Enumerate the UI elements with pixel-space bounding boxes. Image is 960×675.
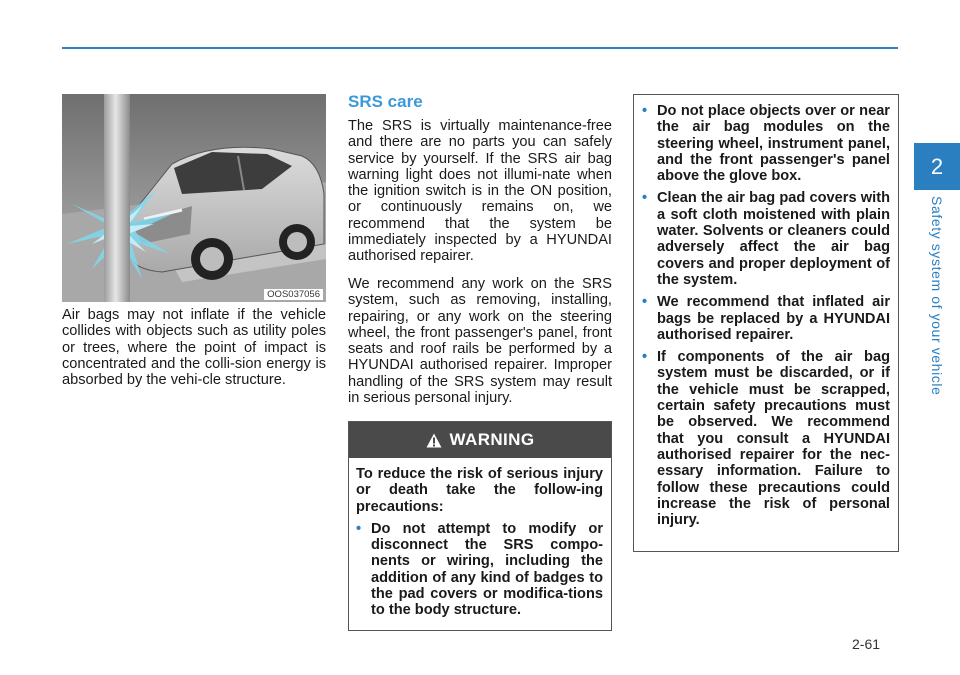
- page-number: 2-61: [852, 636, 881, 652]
- precaution-text: Clean the air bag pad covers with a soft cloth moistened with plain water. Solvents or cleaners could adversely affect the air bag covers and proper deployment of the system.: [657, 190, 890, 288]
- warning-header: [349, 422, 611, 458]
- precaution-bullet-3: [642, 294, 890, 343]
- precaution-text: Do not place objects over or near the air bag modules on the steering wheel, instrument panel, and the front passenger's panel above the glove box.: [657, 103, 890, 185]
- chapter-title: Safety system of your vehicle: [929, 196, 945, 396]
- section-heading: SRS care: [348, 92, 423, 111]
- warning-triangle-icon: [426, 433, 442, 448]
- illustration-graphic: [62, 94, 326, 302]
- precaution-bullet-4: [642, 349, 890, 528]
- warning-intro: To reduce the risk of serious injury or death take the follow-ing precautions:: [356, 466, 603, 515]
- warning-box: [348, 421, 612, 631]
- warning-content: [349, 458, 611, 619]
- bullet-icon: •: [642, 349, 648, 366]
- warning-continued-box: [633, 94, 899, 552]
- chapter-tab[interactable]: [914, 143, 960, 190]
- illustration-car-pole-collision: [62, 94, 326, 302]
- warning-bullet: [356, 521, 603, 619]
- collision-note: Air bags may not inflate if the vehicle collides with objects such as utility poles or trees, where the point of impact is concentrated and the colli-sion energy is absorbed by the vehi-cle structure.: [62, 307, 326, 389]
- precaution-bullet-2: [642, 190, 890, 288]
- srs-care-paragraph-1: The SRS is virtually maintenance-free and there are no parts you can safely service by yourself. If the SRS air bag warning light does not illumi-nate when the ignition switch is in the ON position, or continuously remains on, we recommend that the system be immediately inspected by a HYUNDAI authorised repairer.: [348, 118, 612, 265]
- bullet-icon: •: [642, 294, 648, 311]
- warning-label: WARNING: [449, 430, 535, 449]
- warning-continued-content: [634, 95, 898, 528]
- warning-bullet-text: Do not attempt to modify or disconnect the SRS compo-nents or wiring, including the addition of any kind of badges to the pad covers or modifica-tions to the body structure.: [371, 520, 603, 619]
- header-rule: [62, 47, 898, 49]
- srs-care-paragraph-2: We recommend any work on the SRS system, such as removing, installing, repairing, or any work on the steering wheel, the front passenger's panel, front seats and roof rails be performed by a HYUNDAI authorised repairer. Improper handling of the SRS system may result in serious personal injury.: [348, 276, 612, 407]
- figure-code: OOS037056: [264, 289, 323, 300]
- precaution-bullet-1: [642, 103, 890, 184]
- bullet-icon: •: [356, 520, 362, 537]
- precaution-text: We recommend that inflated air bags be replaced by a HYUNDAI authorised repairer.: [657, 294, 890, 343]
- bullet-icon: •: [642, 190, 648, 207]
- chapter-number: 2: [930, 153, 944, 179]
- precaution-text: If components of the air bag system must be discarded, or if the vehicle must be scrapped, certain safety precautions must be observed. We recommend that you consult a HYUNDAI authorised repairer for the nec-essary information. Failure to follow these precautions could increase the risk of personal injury.: [657, 349, 890, 529]
- bullet-icon: •: [642, 103, 648, 119]
